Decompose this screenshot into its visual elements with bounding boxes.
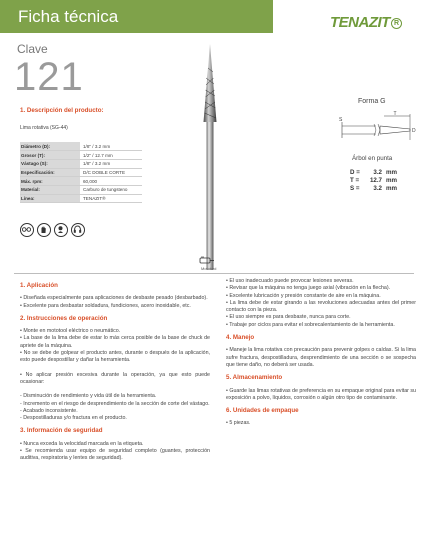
spec-key: Línea: [20, 194, 80, 203]
list-item: • Excelente para desbastar soldadura, fundiciones, acero inoxidable, etc. [20, 302, 191, 309]
diagram-label-t: T [393, 111, 397, 117]
list-item: • El uso inadecuado puede provocar lesiones severas. [226, 278, 354, 284]
registered-icon: R [391, 18, 402, 29]
mototool-icon [199, 255, 215, 265]
spec-key: Especificación: [20, 168, 80, 177]
list-item: • 5 piezas. [226, 420, 251, 427]
list-item: - Disminución de rendimiento y vida útil de la herramienta. [20, 393, 157, 400]
spec-key: Máx. rpm: [20, 177, 80, 186]
table-row [20, 177, 142, 186]
spec-value: 1/8" / 3.2 mm [80, 142, 142, 151]
manejo-title: 4. Manejo [226, 334, 255, 342]
arbol-label: Árbol en punta [352, 155, 393, 162]
dimension-row [350, 177, 397, 185]
spec-value: Carburo de tungsteno [80, 185, 142, 194]
list-item: • Monte en mototool eléctrico o neumático. [20, 328, 121, 335]
list-item: • Revisar que la máquina no tenga juego axial (vibración en la flecha). [226, 285, 391, 292]
burr-image [153, 38, 273, 283]
left-column [20, 277, 210, 463]
list-item: • Excelente lubricación y presión constante de aire en la máquina. [226, 292, 381, 299]
clave-label: Clave [17, 42, 48, 56]
spec-value: 1/8" / 3.2 mm [80, 159, 142, 168]
list-item: • Diseñada especialmente para aplicaciones de desbaste pesado (desbarbado). [20, 295, 208, 302]
dimension-row [350, 169, 397, 177]
dimension-unit: mm [386, 185, 398, 192]
section-divider [14, 273, 414, 274]
diagram-label-d: D [412, 128, 416, 134]
respirator-icon [54, 223, 68, 237]
aplicacion-title: 1. Aplicación [20, 282, 58, 289]
list-item: • Maneje la lima rotativa con precaución para prevenir golpes o caídas. Si la lima sufre fractura, despostilladura, desprendimiento de una sección o se sospecha que tiene daño, no deberá ser usada. [226, 347, 416, 368]
mototool-label: Mototool [201, 266, 217, 271]
unidades-title: 6. Unidades de empaque [226, 407, 299, 415]
right-column [226, 278, 416, 428]
spec-key: Material: [20, 185, 80, 194]
dimension-unit: mm [386, 169, 398, 176]
spec-value: TENAZIT® [80, 194, 142, 203]
table-row [20, 142, 142, 151]
table-row [20, 159, 142, 168]
list-item: • No se debe de golpear el producto antes, durante o después de la aplicación, esto puede despostillar y dañar la herramienta. [20, 350, 210, 364]
list-item: - Incremento en el riesgo de desprendimiento de la sección de corte del vástago. [20, 400, 210, 407]
header-bar [0, 0, 273, 33]
table-row [20, 194, 142, 203]
list-item: • El uso siempre es para desbaste, nunca para corte. [226, 314, 351, 321]
dimension-label: D = [350, 169, 360, 176]
list-item: • Trabaje por ciclos para evitar el sobrecalentamiento de la herramienta. [226, 321, 395, 328]
shape-diagram [338, 110, 418, 144]
brand-logo [330, 14, 402, 31]
dimension-label: T = [350, 177, 360, 184]
table-row [20, 185, 142, 194]
seguridad-title: 3. Información de seguridad [20, 427, 103, 435]
spec-value: 1/2" / 12.7 mm [80, 151, 142, 160]
forma-label: Forma G [358, 98, 386, 105]
spec-value: 60,000 [80, 177, 142, 186]
page-title: Ficha técnica [18, 7, 119, 26]
gloves-icon [37, 223, 51, 237]
table-row [20, 168, 142, 177]
list-item: • No aplicar presión excesiva durante la operación, ya que esto puede ocasionar: [20, 371, 210, 385]
spec-key: Diámetro (D): [20, 142, 80, 151]
list-item: • La base de la lima debe de estar lo más cerca posible de la base de chuck de apriete de la máquina. [20, 335, 210, 349]
safety-glasses-icon [20, 223, 34, 237]
diagram-label-s: S [339, 117, 343, 123]
logo-text: TENAZIT [330, 14, 390, 31]
dimension-row [350, 185, 397, 193]
spec-key: Vástago (S): [20, 159, 80, 168]
table-row [20, 151, 142, 160]
list-item: • Se recomienda usar equipo de seguridad completo (guantes, protección auditiva, respiratoria y lentes de seguridad). [20, 448, 210, 462]
spec-key: Grosor (T): [20, 151, 80, 160]
dimensions [350, 169, 397, 193]
dimension-unit: mm [386, 177, 398, 184]
dimension-value: 3.2 [373, 185, 382, 192]
list-item: • Nunca exceda la velocidad marcada en la etiqueta. [20, 440, 144, 447]
ear-protection-icon [71, 223, 85, 237]
safety-icons [20, 223, 85, 237]
list-item: - Acabado inconsistente. [20, 407, 78, 414]
dimension-value: 3.2 [373, 169, 382, 176]
list-item: • La lima debe de estar girando a las revoluciones adecuadas antes del primer contacto con la pieza. [226, 299, 416, 314]
dimension-value: 12.7 [369, 177, 382, 184]
list-item: • Guarde las limas rotativas de preferencia en su empaque original para evitar su exposición a polvo, líquidos, corrosión o algún otro tipo de contaminante. [226, 387, 416, 401]
description-subtitle: Lima rotativa (SG-44) [20, 125, 68, 131]
dimension-label: S = [350, 185, 360, 192]
spec-table [20, 142, 142, 203]
list-item: - Despostilladuras y/o fractura en el producto. [20, 415, 127, 422]
instrucciones-title: 2. Instrucciones de operación [20, 314, 108, 322]
almacenamiento-title: 5. Almacenamiento [226, 374, 283, 382]
spec-value: D/C DOBLE CORTE [80, 168, 142, 177]
description-title: 1. Descripción del producto: [20, 107, 104, 114]
clave-number: 121 [14, 55, 84, 99]
